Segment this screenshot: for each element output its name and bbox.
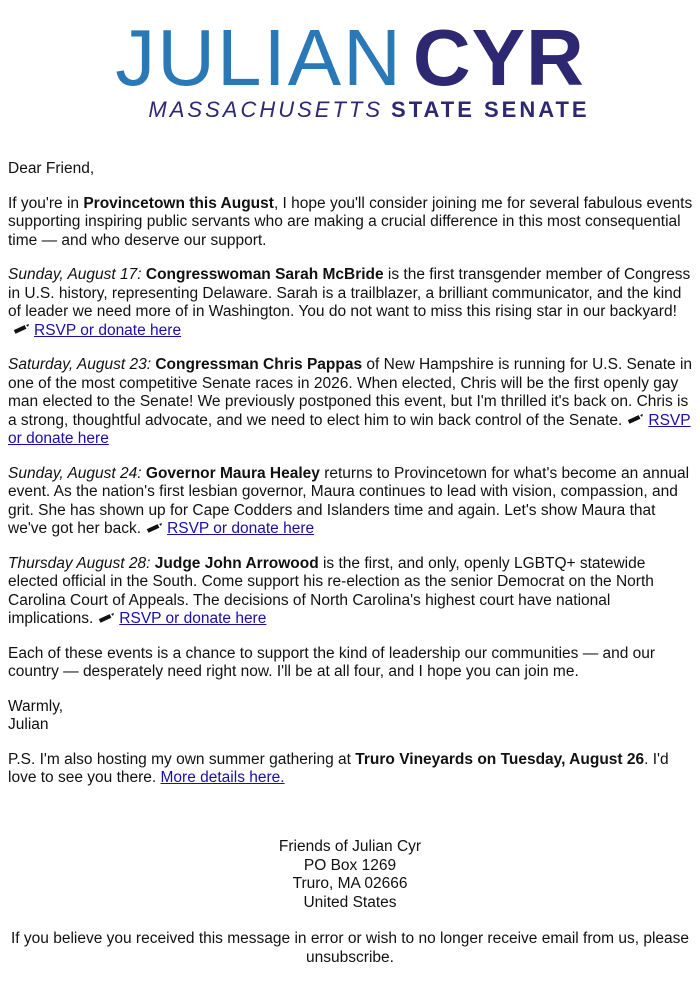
- rsvp-link[interactable]: RSVP or donate here: [8, 411, 691, 447]
- logo-last-name: CYR: [412, 13, 585, 102]
- footer-country: United States: [303, 893, 397, 911]
- event-name: Congresswoman Sarah McBride: [145, 266, 384, 283]
- event-date: Sunday, August 17:: [8, 266, 142, 283]
- logo-first-name: JULIAN: [115, 13, 403, 102]
- event-date: Saturday, August 23:: [8, 356, 152, 373]
- email-body: [8, 160, 694, 804]
- rsvp-link[interactable]: RSVP or donate here: [34, 321, 182, 339]
- intro-paragraph: If you're in Provincetown this August, I hope you'll consider joining me for several fabulous events supporting inspiring public servants who are making a crucial difference in this most consequential time — and who deserve our support.: [8, 194, 693, 249]
- intro-highlight: Provincetown this August: [83, 194, 274, 212]
- unsubscribe-text: If you believe you received this message in error or wish to no longer receive email from us, please unsubscribe.: [10, 930, 690, 966]
- logo-subtitle: [0, 98, 700, 122]
- ps-paragraph: P.S. I'm also hosting my own summer gathering at Truro Vineyards on Tuesday, August 26. I'd love to see you there. More details here.: [8, 750, 669, 786]
- more-details-link[interactable]: More details here.: [160, 769, 285, 786]
- event-description: of New Hampshire is running for U.S. Senate in one of the most competitive Senate races in 2026. When elected, Chris will be the first openly gay man elected to the Senate! We previously postponed this event, but I'm thrilled it's back on. Chris is a strong, thoughtful advocate, and we need to elect him to win back control of the Senate.: [8, 356, 693, 429]
- pencil-icon: [97, 613, 115, 623]
- rsvp-link[interactable]: RSVP or donate here: [119, 610, 267, 627]
- logo-name: [0, 13, 700, 102]
- event-paragraph: [8, 465, 694, 539]
- rsvp-link[interactable]: RSVP or donate here: [167, 520, 315, 537]
- pencil-icon: [145, 523, 163, 533]
- signoff: [8, 698, 694, 735]
- event-name: Congressman Chris Pappas: [155, 356, 363, 373]
- signature: Julian: [8, 716, 49, 733]
- event-name: Judge John Arrowood: [154, 554, 319, 572]
- event-paragraph: [8, 266, 694, 340]
- footer-city: Truro, MA 02666: [292, 875, 408, 892]
- footer-po-box: PO Box 1269: [303, 856, 397, 874]
- logo-state: MASSACHUSETTS: [148, 97, 384, 122]
- footer: [0, 838, 700, 967]
- pencil-icon: [12, 324, 30, 334]
- event-name: Governor Maura Healey: [145, 464, 320, 482]
- event-description: returns to Provincetown for what's become an annual event. As the nation's first lesbian governor, Maura continues to lead with vision, compassion, and grit. She has shown up for Cape Codders and Islanders time and again. Let's show Maura that we've got her back.: [8, 464, 690, 537]
- footer-org: Friends of Julian Cyr: [278, 838, 422, 855]
- ps-highlight: Truro Vineyards on Tuesday, August 26: [355, 750, 645, 768]
- event-paragraph: [8, 555, 694, 629]
- footer-address: [0, 838, 700, 912]
- logo-senate: STATE SENATE: [391, 97, 590, 122]
- greeting: Dear Friend,: [8, 160, 95, 177]
- header-logo: [0, 13, 700, 122]
- event-date: Thursday August 28:: [8, 554, 151, 572]
- closing-paragraph: Each of these events is a chance to support the kind of leadership our communities — and our country — desperately need right now. I'll be at all four, and I hope you can join me.: [8, 644, 656, 680]
- event-description: is the first transgender member of Congress in U.S. history, representing Delaware. Sarah is a trailblazer, a brilliant communicator, and the kind of leader we need more of in Washington. You do not want to miss this rising star in our backyard!: [8, 266, 691, 320]
- pencil-icon: [626, 414, 644, 424]
- event-date: Sunday, August 24:: [8, 464, 142, 482]
- event-paragraph: [8, 356, 694, 449]
- signoff-text: Warmly,: [8, 697, 64, 715]
- event-description: is the first, and only, openly LGBTQ+ statewide elected official in the South. Come support his re-election as the senior Democrat on the North Carolina Court of Appeals. The decisions of North Carolina's highest court have national implications.: [8, 554, 654, 627]
